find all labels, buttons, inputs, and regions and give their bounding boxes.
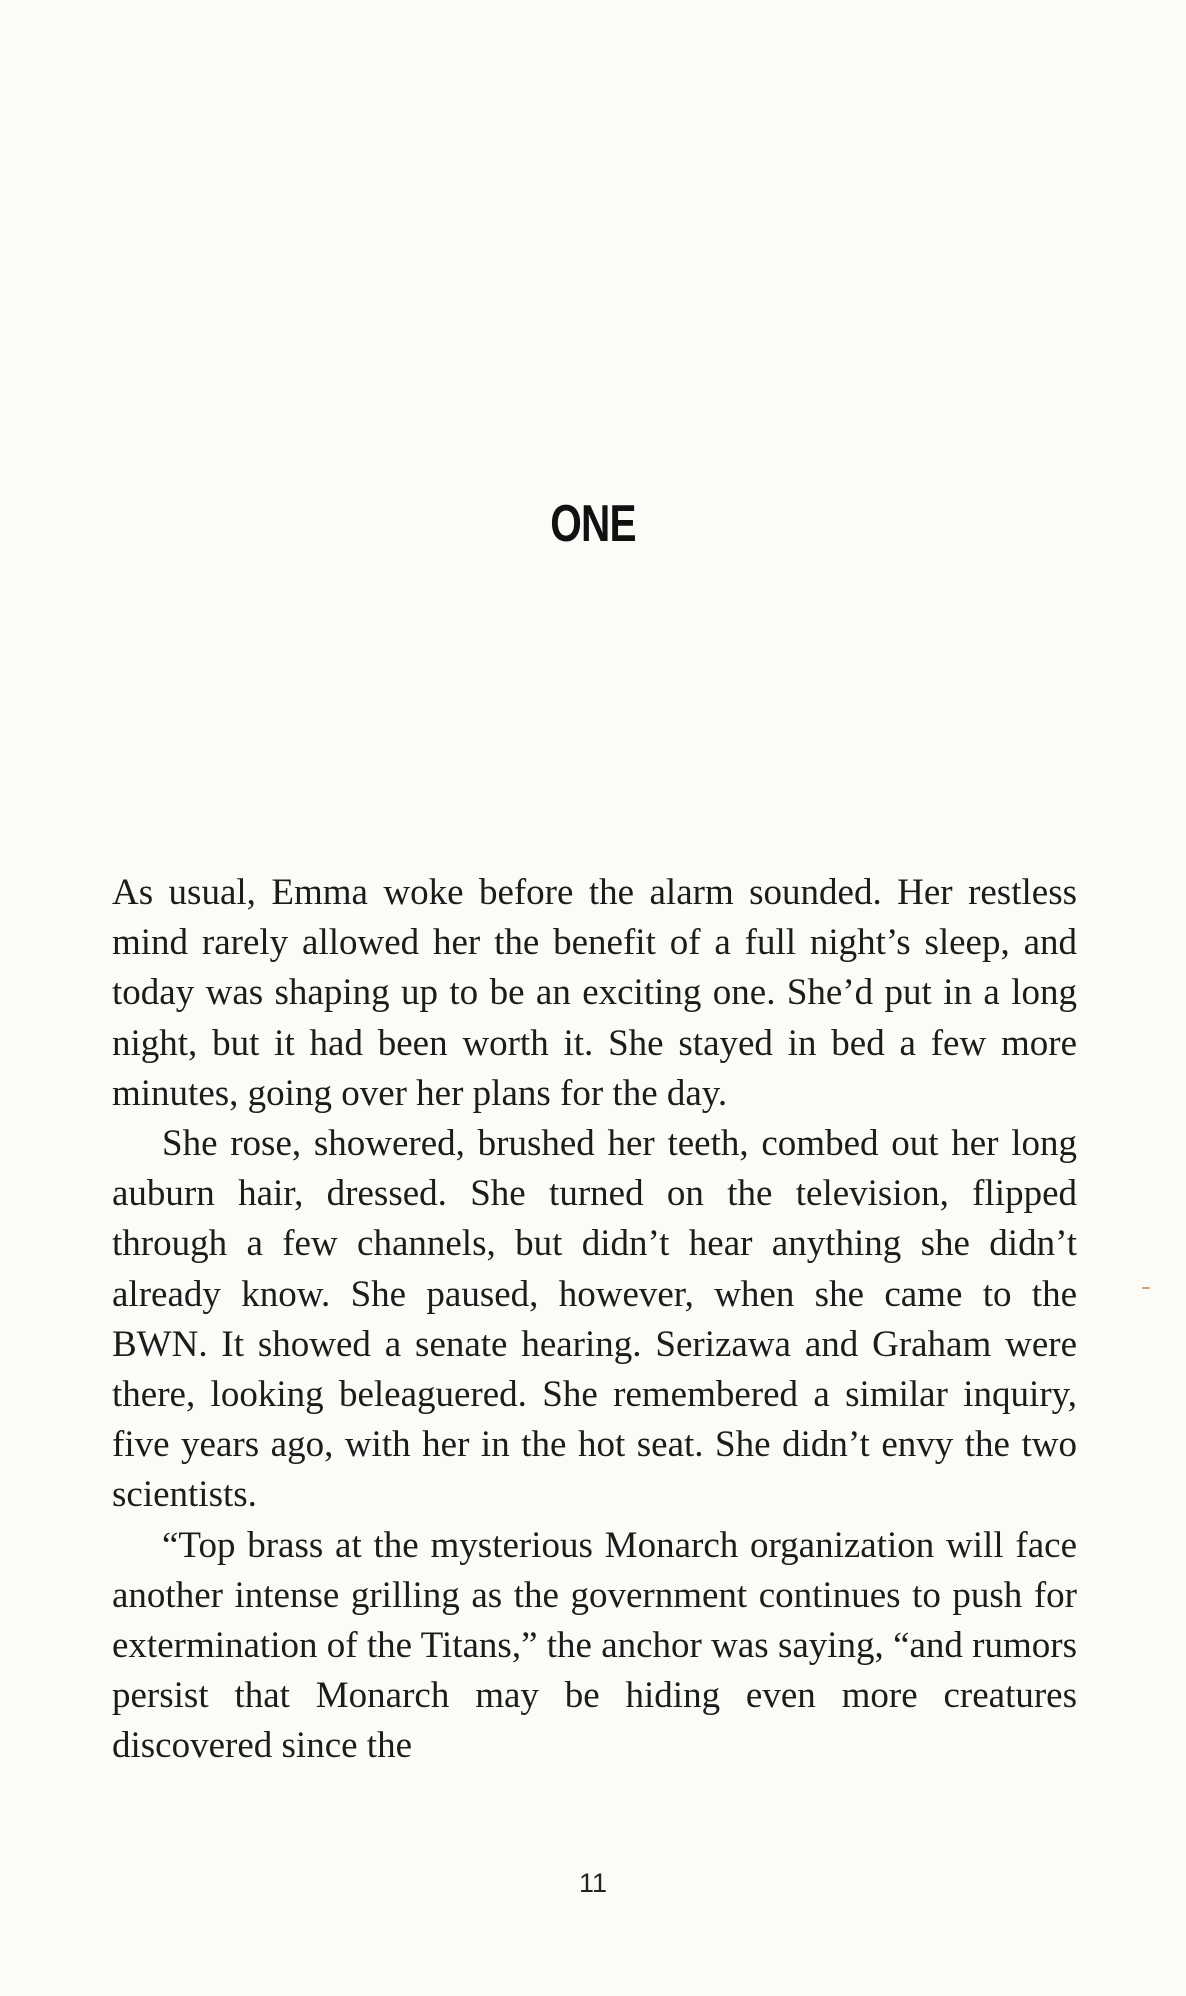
paragraph-1: As usual, Emma woke before the alarm sounded. Her restless mind rarely allowed her the benefit of a full night’s sleep, and today was shaping up to be an exciting one. She’d put in a long night, but it had been worth it. She stayed in bed a few more minutes, going over her plans for the day.	[112, 872, 1077, 1114]
chapter-title: ONE	[550, 495, 636, 553]
margin-speck	[1142, 1287, 1150, 1289]
paragraph-3: “Top brass at the mysterious Monarch organization will face another intense grilling as the government continues to push for extermination of the Titans,” the anchor was saying, “and rumors persist that Monarch may be hiding even more creatures discovered since the	[112, 1524, 1077, 1767]
paragraph-2: She rose, showered, brushed her teeth, combed out her long auburn hair, dressed. She turned on the television, flipped through a few channels, but didn’t hear anything she didn’t already know. She paused, however, when she came to the BWN. It showed a senate hearing. Serizawa and Graham were there, looking beleaguered. She remembered a similar inquiry, five years ago, with her in the hot seat. She didn’t envy the two scientists.	[112, 1123, 1077, 1516]
chapter-body	[112, 868, 1077, 1772]
page-number: 11	[578, 1868, 608, 1898]
